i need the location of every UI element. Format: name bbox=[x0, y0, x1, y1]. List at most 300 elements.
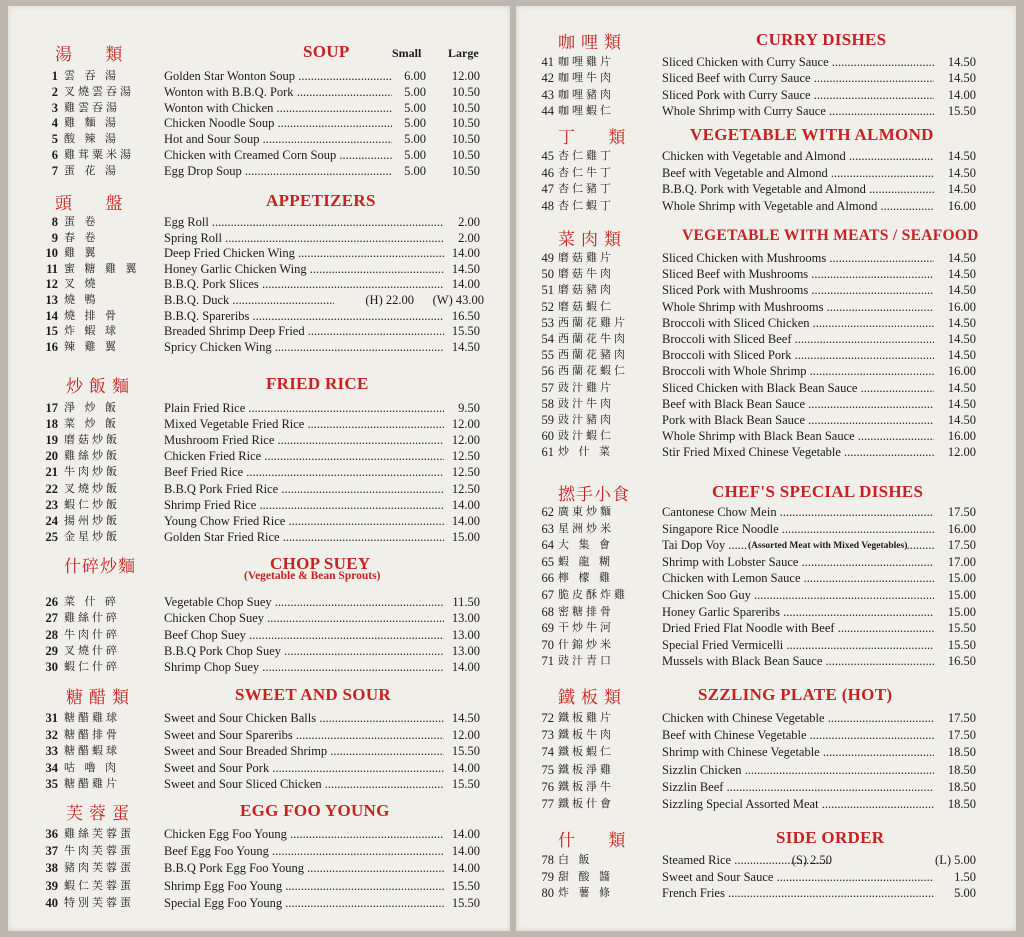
item-price: 12.50 bbox=[451, 465, 480, 480]
item-price: 14.50 bbox=[947, 396, 976, 411]
item-name: Egg Roll ..... bbox=[164, 214, 444, 230]
chop-suey-chinese-title: 什碎炒麵 bbox=[64, 557, 136, 577]
menu-item bbox=[8, 214, 510, 230]
menu-item bbox=[8, 163, 510, 179]
item-price: 18.50 bbox=[947, 797, 976, 811]
item-price: 15.50 bbox=[451, 324, 480, 339]
soup-chinese-title: 湯 類 bbox=[55, 45, 137, 65]
item-price: 14.50 bbox=[947, 182, 976, 197]
menu-item bbox=[516, 103, 1016, 119]
item-name: B.B.Q. Pork with Vegetable and Almond ..... bbox=[662, 181, 934, 197]
meats-seafood-title: VEGETABLE WITH MEATS / SEAFOOD bbox=[682, 227, 979, 244]
item-price: 15.50 bbox=[947, 637, 976, 652]
chop-suey-title: CHOP SUEY bbox=[270, 554, 371, 573]
item-price: 14.50 bbox=[947, 251, 976, 265]
item-number: 38 bbox=[45, 861, 58, 876]
item-price: 14.50 bbox=[947, 413, 976, 427]
item-name: Singapore Rice Noodle ..... bbox=[662, 521, 934, 537]
item-chinese-name: 西蘭花豬肉 bbox=[558, 348, 628, 362]
menu-item bbox=[516, 521, 1016, 537]
menu-item bbox=[516, 710, 1016, 726]
item-chinese-name: 白 飯 bbox=[558, 853, 593, 866]
sweet-sour-chinese-title: 糖醋類 bbox=[66, 688, 135, 708]
price-small: 5.00 bbox=[404, 84, 426, 99]
price-half: (H) 22.00 bbox=[365, 293, 414, 307]
item-number: 55 bbox=[541, 348, 554, 363]
item-chinese-name: 咖哩豬肉 bbox=[558, 87, 614, 101]
item-price: 13.00 bbox=[451, 627, 480, 642]
menu-item bbox=[516, 363, 1016, 379]
item-name: B.B.Q. Pork Slices ..... bbox=[164, 276, 444, 292]
item-number: 40 bbox=[45, 895, 58, 910]
menu-item bbox=[8, 464, 510, 480]
item-name: French Fries ..... bbox=[662, 885, 934, 901]
menu-item bbox=[516, 869, 1016, 885]
item-price: 14.50 bbox=[947, 348, 976, 363]
item-number: 30 bbox=[45, 660, 58, 675]
fried-rice-chinese-title: 炒飯麵 bbox=[66, 377, 135, 397]
item-name: Hot and Sour Soup ..... bbox=[164, 131, 392, 147]
sizzling-section-header bbox=[516, 683, 1016, 709]
price-large: 10.50 bbox=[451, 132, 480, 147]
menu-item bbox=[516, 885, 1016, 901]
item-name: Chicken Chop Suey ..... bbox=[164, 610, 444, 626]
menu-item bbox=[8, 84, 510, 100]
item-name: Sizzling Special Assorted Meat ..... bbox=[662, 796, 934, 812]
menu-item bbox=[516, 762, 1016, 778]
item-chinese-name: 咕 嚕 肉 bbox=[64, 760, 119, 774]
item-chinese-name: 大 集 會 bbox=[558, 538, 613, 552]
item-number: 52 bbox=[541, 299, 554, 314]
menu-item bbox=[8, 776, 510, 792]
item-name: Sizzlin Chicken ..... bbox=[662, 762, 934, 778]
menu-item bbox=[8, 230, 510, 246]
item-name: Chicken Soo Guy ..... bbox=[662, 587, 934, 603]
almond-chinese-title: 丁 類 bbox=[558, 128, 640, 148]
item-price: 14.50 bbox=[947, 55, 976, 69]
menu-item bbox=[8, 292, 510, 308]
item-chinese-name: 雞絲炒飯 bbox=[64, 449, 120, 463]
item-number: 80 bbox=[541, 886, 554, 900]
item-chinese-name: 咖哩雞片 bbox=[558, 55, 614, 68]
menu-item bbox=[8, 276, 510, 292]
menu-item bbox=[8, 323, 510, 339]
item-chinese-name: 炸 薯 條 bbox=[558, 886, 613, 899]
item-name: B.B.Q Pork Chop Suey ..... bbox=[164, 643, 444, 659]
menu-item bbox=[8, 878, 510, 894]
item-number: 15 bbox=[45, 324, 58, 339]
price-small: 5.00 bbox=[404, 148, 426, 162]
item-number: 72 bbox=[541, 711, 554, 725]
appetizers-chinese-title: 頭 盤 bbox=[55, 194, 137, 214]
menu-item bbox=[516, 554, 1016, 570]
curry-chinese-title: 咖哩類 bbox=[558, 33, 627, 53]
item-chinese-name: 蝦仁芙蓉蛋 bbox=[64, 878, 134, 892]
item-price: 15.00 bbox=[947, 604, 976, 619]
item-price: 14.00 bbox=[451, 760, 480, 775]
item-name: Chicken with Creamed Corn Soup ..... bbox=[164, 147, 392, 163]
item-number: 69 bbox=[541, 621, 554, 636]
item-price: 14.50 bbox=[451, 339, 480, 354]
item-price: 15.00 bbox=[947, 588, 976, 602]
menu-item bbox=[8, 432, 510, 448]
price-whole: (W) 43.00 bbox=[432, 293, 484, 307]
item-name: Sliced Chicken with Curry Sauce ..... bbox=[662, 54, 934, 70]
item-name: Chicken with Lemon Sauce ..... bbox=[662, 570, 934, 586]
menu-item bbox=[516, 537, 1016, 553]
item-name: Broccoli with Whole Shrimp ..... bbox=[662, 363, 934, 379]
item-number: 28 bbox=[45, 627, 58, 642]
item-price: 17.50 bbox=[947, 711, 976, 725]
item-chinese-name: 鐵板什會 bbox=[558, 797, 614, 810]
item-chinese-name: 蝦 龍 糊 bbox=[558, 554, 613, 568]
menu-item bbox=[516, 412, 1016, 428]
item-price: 9.50 bbox=[458, 401, 480, 415]
item-chinese-name: 鐵板蝦仁 bbox=[558, 745, 614, 759]
item-chinese-name: 磨菇蝦仁 bbox=[558, 299, 614, 313]
item-number: 6 bbox=[51, 148, 58, 162]
item-chinese-name: 蝦仁炒飯 bbox=[64, 497, 120, 511]
item-chinese-name: 燒 鴨 bbox=[64, 293, 99, 306]
item-number: 35 bbox=[45, 777, 58, 792]
item-name: Whole Shrimp with Curry Sauce ..... bbox=[662, 103, 934, 119]
item-number: 70 bbox=[541, 637, 554, 652]
item-chinese-name: 豉汁蝦仁 bbox=[558, 429, 614, 443]
menu-item bbox=[8, 727, 510, 743]
item-number: 5 bbox=[51, 132, 58, 147]
soup-section-header bbox=[8, 40, 510, 66]
item-number: 66 bbox=[541, 571, 554, 586]
item-price: 16.00 bbox=[947, 198, 976, 213]
item-chinese-name: 豉汁青口 bbox=[558, 654, 614, 668]
almond-section-header bbox=[516, 123, 1016, 149]
item-price: 15.50 bbox=[947, 103, 976, 118]
item-price: 14.50 bbox=[947, 165, 976, 180]
item-name: Shrimp Fried Rice ..... bbox=[164, 497, 444, 513]
item-name: Shrimp Egg Foo Young ..... bbox=[164, 878, 444, 894]
item-number: 17 bbox=[45, 401, 58, 415]
item-number: 47 bbox=[541, 182, 554, 197]
menu-item bbox=[8, 115, 510, 131]
item-chinese-name: 西蘭花牛肉 bbox=[558, 332, 628, 345]
meats-seafood-chinese-title: 菜肉類 bbox=[558, 230, 627, 250]
item-name: Sweet and Sour Breaded Shrimp ..... bbox=[164, 743, 444, 759]
item-chinese-name: 雞雲吞湯 bbox=[64, 100, 120, 114]
item-chinese-name: 杏仁雞丁 bbox=[558, 149, 614, 162]
price-small: 5.00 bbox=[404, 116, 426, 131]
item-chinese-name: 金星炒飯 bbox=[64, 529, 120, 543]
item-chinese-name: 什錦炒米 bbox=[558, 637, 614, 651]
menu-left-page bbox=[8, 6, 510, 931]
item-chinese-name: 脆皮酥炸雞 bbox=[558, 588, 628, 601]
item-name: Golden Star Wonton Soup ..... bbox=[164, 68, 392, 84]
item-name: Chicken Noodle Soup ..... bbox=[164, 115, 392, 131]
item-price: 14.50 bbox=[947, 315, 976, 330]
item-number: 29 bbox=[45, 643, 58, 658]
menu-item bbox=[516, 852, 1016, 868]
item-name: Cantonese Chow Mein ..... bbox=[662, 504, 934, 520]
item-chinese-name: 豉汁牛肉 bbox=[558, 396, 614, 410]
item-price: 17.50 bbox=[947, 538, 976, 553]
item-name: Sliced Pork with Curry Sauce ..... bbox=[662, 87, 934, 103]
soup-small-header: Small bbox=[392, 46, 422, 60]
item-name: Pork with Black Bean Sauce ..... bbox=[662, 412, 934, 428]
item-name: Shrimp with Chinese Vegetable ..... bbox=[662, 744, 934, 760]
item-chinese-name: 酸 辣 湯 bbox=[64, 132, 119, 146]
item-chinese-name: 雞絲芙蓉蛋 bbox=[64, 827, 134, 840]
item-name: Broccoli with Sliced Beef ..... bbox=[662, 331, 934, 347]
soup-title: SOUP bbox=[303, 42, 350, 61]
menu-item bbox=[8, 513, 510, 529]
item-number: 63 bbox=[541, 521, 554, 536]
item-name: Sliced Chicken with Black Bean Sauce ..... bbox=[662, 380, 934, 396]
sweet-sour-section-header bbox=[8, 683, 510, 709]
item-number: 65 bbox=[541, 554, 554, 569]
item-price: 14.00 bbox=[947, 87, 976, 102]
item-chinese-name: 糖醋蝦球 bbox=[64, 744, 120, 758]
item-name: Sliced Beef with Mushrooms ..... bbox=[662, 266, 934, 282]
menu-item bbox=[516, 347, 1016, 363]
menu-item bbox=[8, 131, 510, 147]
item-price: 14.50 bbox=[947, 283, 976, 298]
item-number: 25 bbox=[45, 529, 58, 544]
item-price: 12.50 bbox=[451, 481, 480, 496]
item-name: Mushroom Fried Rice ..... bbox=[164, 432, 444, 448]
item-chinese-name: 叉 燒 bbox=[64, 277, 99, 291]
menu-item bbox=[8, 245, 510, 261]
fried-rice-section-header bbox=[8, 372, 510, 398]
item-chinese-name: 糖醋雞球 bbox=[64, 711, 120, 724]
item-name: Broccoli with Sliced Chicken ..... bbox=[662, 315, 934, 331]
menu-item bbox=[8, 743, 510, 759]
item-name: Wonton with Chicken ..... bbox=[164, 100, 392, 116]
menu-item bbox=[8, 100, 510, 116]
side-title: SIDE ORDER bbox=[776, 828, 885, 847]
chef-special-title: CHEF'S SPECIAL DISHES bbox=[712, 482, 924, 501]
item-price: 18.50 bbox=[947, 779, 976, 794]
item-number: 36 bbox=[45, 827, 58, 841]
item-number: 61 bbox=[541, 445, 554, 460]
item-name: Shrimp with Lobster Sauce ..... bbox=[662, 554, 934, 570]
item-chinese-name: 磨菇豬肉 bbox=[558, 283, 614, 297]
item-name: Beef Fried Rice ..... bbox=[164, 464, 444, 480]
item-number: 45 bbox=[541, 149, 554, 163]
menu-item bbox=[516, 653, 1016, 669]
item-name: Chicken with Chinese Vegetable ..... bbox=[662, 710, 934, 726]
item-name: Special Fried Vermicelli ..... bbox=[662, 637, 934, 653]
sizzling-chinese-title: 鐵板類 bbox=[558, 688, 627, 708]
item-chinese-name: 牛肉芙蓉蛋 bbox=[64, 844, 134, 858]
item-name: B.B.Q. Duck ..... bbox=[164, 292, 334, 308]
item-chinese-name: 磨菇雞片 bbox=[558, 251, 614, 264]
meats-seafood-section-header bbox=[516, 225, 1016, 251]
item-chinese-name: 特別芙蓉蛋 bbox=[64, 895, 134, 909]
item-name: Whole Shrimp with Mushrooms ..... bbox=[662, 299, 934, 315]
item-chinese-name: 辣 雞 翼 bbox=[64, 339, 119, 353]
menu-item bbox=[516, 428, 1016, 444]
price-large: 10.50 bbox=[451, 148, 480, 162]
item-number: 33 bbox=[45, 744, 58, 759]
item-chinese-name: 星洲炒米 bbox=[558, 521, 614, 535]
item-number: 31 bbox=[45, 711, 58, 725]
price-large: 10.50 bbox=[451, 100, 480, 115]
item-chinese-name: 糖醋雞片 bbox=[64, 777, 120, 791]
item-name: Golden Star Fried Rice ..... bbox=[164, 529, 444, 545]
item-chinese-name: 甜 酸 醬 bbox=[558, 869, 613, 883]
menu-item bbox=[8, 529, 510, 545]
item-name: Chicken with Vegetable and Almond ..... bbox=[662, 148, 934, 164]
item-name: Wonton with B.B.Q. Pork ..... bbox=[164, 84, 392, 100]
item-number: 12 bbox=[45, 277, 58, 292]
item-chinese-name: 豬肉芙蓉蛋 bbox=[64, 861, 134, 875]
item-number: 54 bbox=[541, 332, 554, 346]
item-name: Breaded Shrimp Deep Fried ..... bbox=[164, 323, 444, 339]
menu-item bbox=[516, 444, 1016, 460]
price-small: 5.00 bbox=[404, 163, 426, 178]
menu-item bbox=[8, 760, 510, 776]
item-chinese-name: 牛肉什碎 bbox=[64, 627, 120, 641]
menu-item bbox=[516, 779, 1016, 795]
item-price: 16.50 bbox=[451, 308, 480, 323]
item-name: Broccoli with Sliced Pork ..... bbox=[662, 347, 934, 363]
item-name: B.B.Q Pork Egg Foo Young ..... bbox=[164, 860, 444, 876]
menu-item bbox=[8, 448, 510, 464]
egg-foo-young-section-header bbox=[8, 799, 510, 825]
item-price: 18.50 bbox=[947, 762, 976, 777]
item-chinese-name: 雲 吞 湯 bbox=[64, 69, 119, 82]
item-number: 74 bbox=[541, 745, 554, 760]
price-large: 10.50 bbox=[451, 163, 480, 178]
item-name: Shrimp Chop Suey ..... bbox=[164, 659, 444, 675]
item-number: 3 bbox=[51, 100, 58, 115]
menu-item bbox=[516, 148, 1016, 164]
item-price: 15.00 bbox=[451, 529, 480, 544]
menu-item bbox=[516, 266, 1016, 282]
item-price: 12.00 bbox=[451, 417, 480, 432]
egg-foo-young-chinese-title: 芙蓉蛋 bbox=[66, 804, 135, 824]
menu-item bbox=[8, 308, 510, 324]
item-number: 27 bbox=[45, 611, 58, 626]
menu-item bbox=[516, 70, 1016, 86]
curry-title: CURRY DISHES bbox=[756, 30, 887, 49]
menu-item bbox=[8, 659, 510, 675]
item-price: 15.50 bbox=[451, 777, 480, 792]
item-name: Chicken Egg Foo Young ..... bbox=[164, 826, 444, 842]
item-chinese-name: 豉汁雞片 bbox=[558, 380, 614, 394]
item-number: 2 bbox=[51, 84, 58, 99]
menu-item bbox=[516, 54, 1016, 70]
menu-item bbox=[8, 339, 510, 355]
item-chinese-name: 叉燒雲吞湯 bbox=[64, 84, 134, 98]
item-price: 13.00 bbox=[451, 643, 480, 658]
item-name: Beef with Vegetable and Almond ..... bbox=[662, 165, 934, 181]
item-chinese-name: 炸 蝦 球 bbox=[64, 324, 119, 338]
item-number: 13 bbox=[45, 293, 58, 307]
item-number: 11 bbox=[46, 261, 58, 276]
item-name: Sizzlin Beef ..... bbox=[662, 779, 934, 795]
menu-item bbox=[8, 710, 510, 726]
item-chinese-name: 炒 什 菜 bbox=[558, 445, 613, 459]
item-number: 26 bbox=[45, 595, 58, 609]
item-number: 10 bbox=[45, 246, 58, 261]
price-small: (S) 2.50 bbox=[791, 853, 832, 867]
item-name: Sliced Beef with Curry Sauce ..... bbox=[662, 70, 934, 86]
item-name: Deep Fried Chicken Wing ..... bbox=[164, 245, 444, 261]
chop-suey-subtitle: (Vegetable & Bean Sprouts) bbox=[244, 570, 381, 582]
item-chinese-name: 磨菇牛肉 bbox=[558, 267, 614, 281]
item-number: 68 bbox=[541, 604, 554, 619]
item-number: 67 bbox=[541, 588, 554, 602]
appetizers-section-header bbox=[8, 189, 510, 215]
item-chinese-name: 西蘭花雞片 bbox=[558, 315, 628, 329]
item-price: 17.00 bbox=[947, 554, 976, 569]
item-price: 14.50 bbox=[451, 711, 480, 725]
item-price: 14.00 bbox=[451, 827, 480, 841]
item-chinese-name: 鐵板淨牛 bbox=[558, 779, 614, 793]
item-number: 53 bbox=[541, 315, 554, 330]
item-price: 14.50 bbox=[947, 332, 976, 346]
menu-item bbox=[8, 627, 510, 643]
item-name: Sweet and Sour Sauce ..... bbox=[662, 869, 934, 885]
item-price: 2.00 bbox=[458, 215, 480, 229]
item-chinese-name: 豉汁豬肉 bbox=[558, 413, 614, 426]
item-number: 8 bbox=[51, 215, 58, 229]
item-number: 1 bbox=[51, 69, 58, 83]
item-name: Egg Drop Soup ..... bbox=[164, 163, 392, 179]
item-price: 12.00 bbox=[451, 433, 480, 448]
item-chinese-name: 燒 排 骨 bbox=[64, 308, 119, 322]
item-price: 14.50 bbox=[947, 149, 976, 163]
item-name: Sliced Pork with Mushrooms ..... bbox=[662, 282, 934, 298]
menu-item bbox=[8, 643, 510, 659]
item-number: 24 bbox=[45, 513, 58, 528]
menu-item bbox=[516, 165, 1016, 181]
item-price: 15.50 bbox=[451, 895, 480, 910]
item-name: Steamed Rice ..... bbox=[662, 852, 832, 868]
item-price: 14.00 bbox=[451, 513, 480, 528]
item-number: 64 bbox=[541, 538, 554, 553]
item-number: 78 bbox=[541, 853, 554, 867]
item-number: 34 bbox=[45, 760, 58, 775]
item-name: Sweet and Sour Sliced Chicken ..... bbox=[164, 776, 444, 792]
item-chinese-name: 蜜 糖 雞 翼 bbox=[64, 261, 140, 275]
item-number: 77 bbox=[541, 797, 554, 811]
menu-item bbox=[516, 181, 1016, 197]
item-number: 18 bbox=[45, 417, 58, 432]
item-price: 14.00 bbox=[451, 660, 480, 675]
item-price: 15.50 bbox=[451, 744, 480, 759]
menu-item bbox=[516, 744, 1016, 760]
item-price: 16.00 bbox=[947, 299, 976, 314]
item-number: 16 bbox=[45, 339, 58, 354]
item-name: B.B.Q Pork Fried Rice ..... bbox=[164, 481, 444, 497]
item-price: 15.00 bbox=[947, 571, 976, 586]
menu-item bbox=[8, 860, 510, 876]
item-price: 16.00 bbox=[947, 364, 976, 379]
menu-item bbox=[516, 250, 1016, 266]
item-name: Honey Garlic Chicken Wing ..... bbox=[164, 261, 444, 277]
item-chinese-name: 鐵板淨雞 bbox=[558, 762, 614, 776]
item-chinese-name: 雞絲什碎 bbox=[64, 611, 120, 625]
chef-special-chinese-title: 撚手小食 bbox=[558, 485, 630, 505]
item-chinese-name: 杏仁蝦丁 bbox=[558, 198, 614, 212]
item-number: 59 bbox=[541, 413, 554, 427]
item-number: 23 bbox=[45, 497, 58, 512]
item-number: 56 bbox=[541, 364, 554, 379]
item-chinese-name: 雞 麵 湯 bbox=[64, 116, 119, 130]
item-price: 2.00 bbox=[458, 230, 480, 245]
item-name: Spricy Chicken Wing ..... bbox=[164, 339, 444, 355]
